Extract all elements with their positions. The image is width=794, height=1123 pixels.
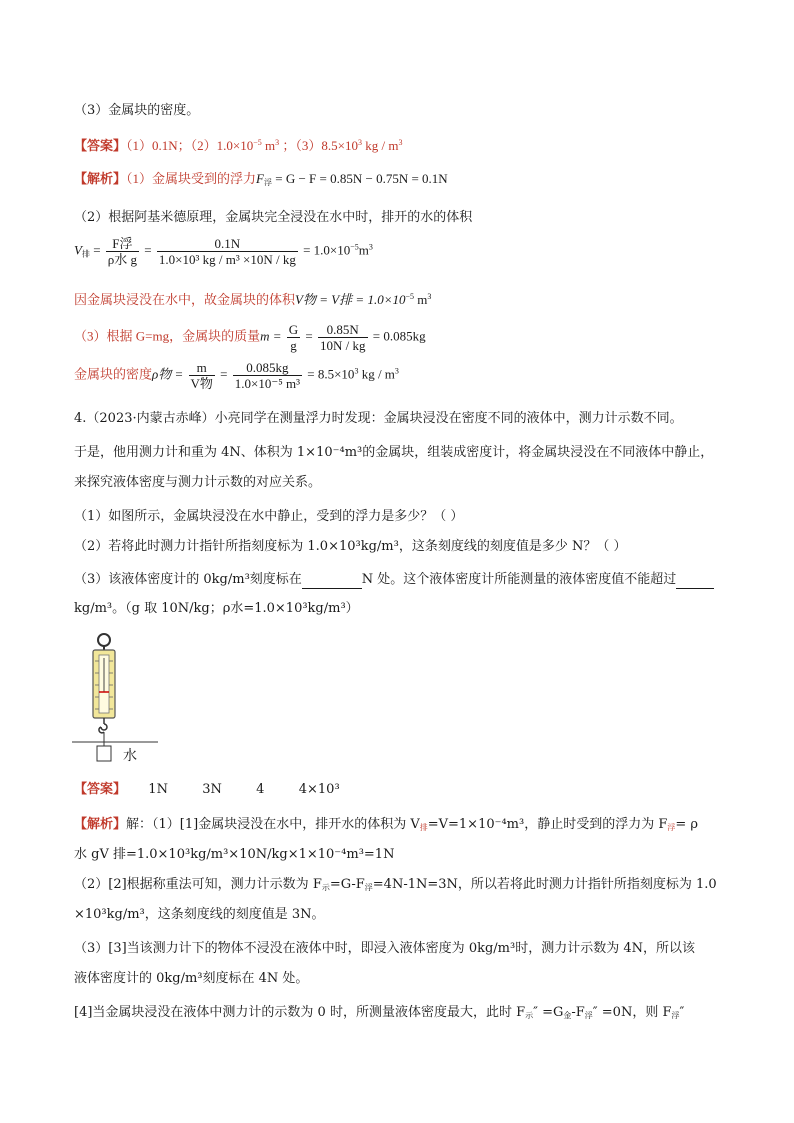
answer-part-3: ；（3）8.5×10 (279, 138, 358, 153)
fraction-values (157, 236, 298, 267)
density-result-unit: kg / m (358, 366, 395, 382)
fraction-denominator: 10N / kg (320, 338, 366, 353)
explanation-text: （3）根据 G=mg，金属块的质量 (74, 328, 261, 344)
scale-ring-icon (98, 634, 110, 646)
subscript: 浮 (671, 1011, 680, 1020)
answer-value-4: 4×10³ (298, 782, 340, 797)
fraction-numerator: 0.1N (157, 236, 298, 252)
hook-icon (101, 724, 107, 730)
fraction-g-over-g (287, 322, 300, 353)
explanation-line-3: $V_排$ = $\frac{\text{F浮}}{\text{ρ水 g}}$ = $\frac{0.1N}{\text{1.0×10³ kg / m³ ×10N / kg}}$ = $1.0\times 10^{-5}m^3$ (74, 236, 373, 267)
explanation-2-line-6: 液体密度计的 0kg/m³刻度标在 4N 处。 (74, 971, 309, 986)
text-segment: -F (571, 1005, 585, 1020)
answer-part-3-unit-exp: 3 (398, 138, 403, 147)
density-result: = 8.5×10 (307, 366, 355, 382)
explanation-2-line-1 (74, 816, 698, 837)
text-segment: ″ (679, 1005, 685, 1020)
subscript: 浮 (667, 823, 676, 832)
explanation-line-2: （2）根据阿基米德原理，金属块完全浸没在水中时，排开的水的体积 (74, 210, 473, 225)
fraction-numerator: G (288, 322, 299, 337)
answer-value-3: 4 (256, 782, 265, 797)
explanation-2-line-2: 水 gV 排=1.0×10³kg/m³×10N/kg×1×10⁻⁴m³=1N (74, 847, 395, 862)
explanation-tag: 【解析】 (74, 171, 127, 186)
answer-part-1: （1）0.1N； (126, 138, 191, 153)
density-result-unit-exp: 3 (394, 366, 399, 376)
text-segment: （2）[2]根据称重法可知，测力计示数为 F (74, 877, 322, 892)
density-result-exp: 3 (354, 366, 359, 376)
question-4-line-3: 来探究液体密度与测力计示数的对应关系。 (74, 475, 322, 490)
volume-result: = 1.0×10 (303, 242, 351, 258)
answer-part-2-exp: −5 (253, 138, 262, 147)
fraction-denominator: V物 (190, 376, 213, 391)
buoyancy-subscript: 浮 (263, 178, 272, 187)
subscript: 示 (321, 883, 330, 892)
part-3-text-a: （3）该液体密度计的 0kg/m³刻度标在 (74, 572, 302, 587)
subscript: 金 (563, 1011, 572, 1020)
answer-blank-1[interactable] (302, 570, 362, 589)
mass-symbol: m = (260, 328, 282, 344)
answer-value-1: 1N (148, 782, 168, 797)
text-segment: ″ =G (533, 1005, 564, 1020)
explanation-text: 因金属块浸没在水中，故金属块的体积 (74, 292, 296, 307)
subscript: 浮 (364, 883, 373, 892)
explanation-line-4 (74, 288, 431, 309)
fraction-numerator: 0.085kg (233, 360, 302, 376)
fraction-numerator: m (189, 360, 215, 376)
question-4-line-2: 于是，他用测力计和重为 4N、体积为 1×10⁻⁴m³的金属块，组装成密度计，将金属块浸没在不同液体中静止， (74, 445, 714, 460)
explanation-text: 金属块的密度 (74, 366, 153, 382)
volume-result-unit-exp: 3 (368, 242, 373, 252)
volume-equality-exp: −5 (405, 292, 414, 301)
text-segment: ″ =0N，则 F (592, 1005, 672, 1020)
answer-value-2: 3N (202, 782, 222, 797)
explanation-text: （1）金属块受到的浮力 (126, 171, 257, 186)
volume-symbol: V (74, 242, 82, 258)
question-4-part-2: （2）若将此时测力计指针所指刻度标为 1.0×10³kg/m³，这条刻度线的刻度值是多少 N？（ ） (74, 539, 627, 554)
answer-part-2: （2）1.0×10 (190, 138, 254, 153)
part-3-text-b: N 处。这个液体密度计所能测量的液体密度值不能超过 (361, 572, 677, 587)
density-symbol: ρ物 = (152, 366, 184, 382)
explanation-2-line-3 (74, 876, 717, 897)
subscript: 示 (525, 1011, 534, 1020)
explanation-2-line-7 (74, 1004, 684, 1025)
answer-part-3-exp: 3 (357, 138, 362, 147)
answer-tag: 【答案】 (74, 782, 127, 797)
fraction-denominator: 1.0×10³ kg / m³ ×10N / kg (158, 252, 296, 267)
text-segment: 解：（1）[1]金属块浸没在水中，排开水的体积为 V (126, 817, 420, 832)
fraction-numerator: F浮 (106, 236, 139, 252)
question-4-part-3-cont: kg/m³。（g 取 10N/kg；ρ水=1.0×10³kg/m³） (74, 601, 359, 616)
explanation-line-5: （3）根据 G=mg，金属块的质量m = $\frac{G}{g}$ = $\frac{0.85N}{10N / kg}$ = 0.085kg (74, 322, 426, 353)
answer-line-1 (74, 134, 402, 155)
question-4-part-1: （1）如图所示，金属块浸没在水中静止，受到的浮力是多少？（ ） (74, 509, 464, 524)
text-segment: = ρ (675, 817, 699, 832)
fraction-buoyancy-over-rho-g (106, 236, 139, 267)
fraction-values (318, 322, 368, 353)
answer-tag: 【答案】 (74, 138, 127, 153)
answer-part-2-unit: m (261, 138, 276, 153)
fraction-denominator: g (290, 338, 297, 353)
question-part-3: （3）金属块的密度。 (74, 103, 200, 118)
volume-result-unit: m (358, 242, 369, 258)
explanation-2-line-5: （3）[3]当该测力计下的物体不浸没在液体中时，即浸入液体密度为 0kg/m³时，测力计示数为 4N，所以该 (74, 941, 695, 956)
fraction-denominator: 1.0×10⁻⁵ m³ (234, 376, 301, 391)
answer-blank-2[interactable] (676, 570, 714, 589)
answer-part-3-unit: kg / m (361, 138, 399, 153)
volume-result-exp: −5 (350, 242, 359, 252)
mass-result: = 0.085kg (372, 328, 426, 344)
explanation-line-1 (74, 170, 448, 192)
text-segment: =V=1×10⁻⁴m³，静止时受到的浮力为 F (427, 817, 668, 832)
text-segment: =G-F (329, 877, 365, 892)
explanation-line-6: 金属块的密度ρ物 = $\frac{m}{\text{V物}}$ = $\frac{0.085kg}{\text{1.0×10⁻⁵ m³}}$ = $8.5\times 10^3$ kg / $m^3$ (74, 360, 399, 391)
explanation-2-line-4: ×10³kg/m³，这条刻度线的刻度值是 3N。 (74, 907, 325, 922)
spring-scale-figure (70, 628, 160, 768)
buoyancy-equation: = G − F = 0.85N − 0.75N = 0.1N (271, 171, 448, 186)
volume-equality-unit-exp: 3 (427, 292, 432, 301)
water-label: 水 (123, 748, 137, 764)
fraction-numerator: 0.85N (318, 322, 368, 338)
volume-subscript: 排 (81, 249, 90, 259)
explanation-tag: 【解析】 (74, 817, 127, 832)
volume-equality: V物 = V排 = 1.0×10 (295, 292, 406, 307)
question-4-line-1: 4.（2023·内蒙古赤峰）小亮同学在测量浮力时发现：金属块浸没在密度不同的液体中，测力计示数不同。 (74, 411, 683, 426)
fraction-m-over-v (189, 360, 215, 391)
text-segment: =4N-1N=3N，所以若将此时测力计指针所指刻度标为 1.0 (372, 877, 717, 892)
subscript: 浮 (584, 1011, 593, 1020)
metal-block (97, 746, 111, 761)
volume-equality-unit: m (413, 292, 428, 307)
question-4-part-3 (74, 570, 714, 589)
fraction-values (233, 360, 302, 391)
subscript: 排 (419, 823, 428, 832)
buoyancy-symbol: F (256, 171, 264, 186)
answer-part-2-unit-exp: 3 (275, 138, 280, 147)
text-segment: [4]当金属块浸没在液体中测力计的示数为 0 时，所测量液体密度最大，此时 F (74, 1005, 526, 1020)
answer-line-2 (74, 781, 340, 799)
fraction-denominator: ρ水 g (107, 252, 138, 267)
